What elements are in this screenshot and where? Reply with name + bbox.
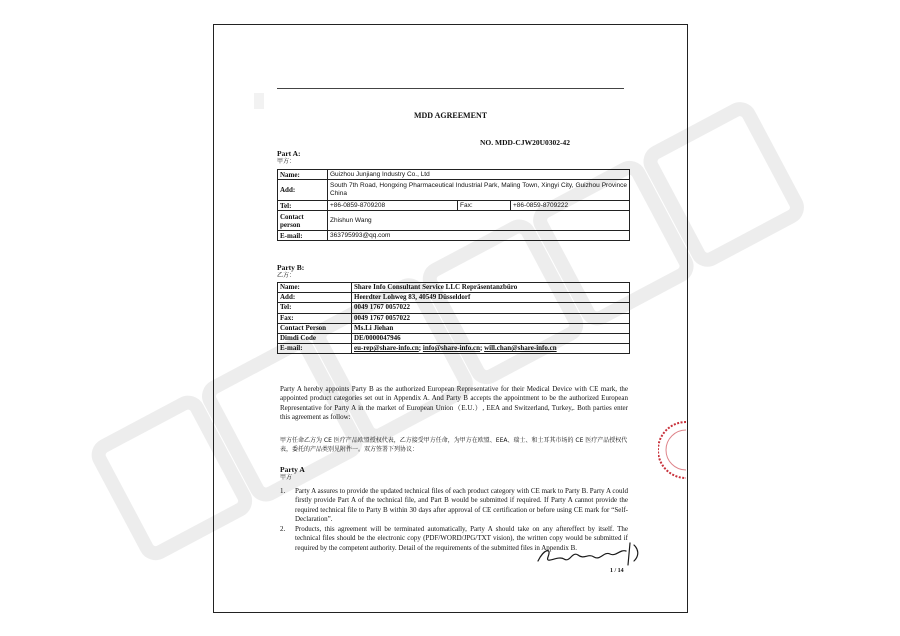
company-stamp xyxy=(658,420,688,480)
email-link[interactable]: will.chan@share-info.cn xyxy=(484,344,557,353)
table-row xyxy=(278,180,630,201)
appointment-paragraph-cn: 甲方任命乙方为 CE 医疗产品欧盟授权代表，乙方接受甲方任命，为甲方在欧盟、EEA、瑞士、和土耳其市场的 CE 医疗产品授权代表，委托的产品类别见附件一。双方签署下列协议： xyxy=(280,437,628,454)
party-b-tel: 0049 1767 0057022 xyxy=(352,303,630,313)
party-a-name: Guizhou Junjiang Industry Co., Ltd xyxy=(328,170,630,180)
label-dimdi: Dimdi Code xyxy=(278,334,352,344)
signature-image xyxy=(534,539,644,567)
label-tel: Tel: xyxy=(278,201,328,211)
party-a-tel: +86-0859-8709208 xyxy=(328,201,458,211)
document-page xyxy=(213,24,688,613)
party-b-dimdi: DE/0000047946 xyxy=(352,334,630,344)
party-b-address: Heerdter Lohweg 83, 40549 Düsseldorf xyxy=(352,293,630,303)
table-row xyxy=(278,303,630,313)
label-email: E-mail: xyxy=(278,231,328,241)
agreement-title: MDD AGREEMENT xyxy=(413,111,488,120)
list-item-number: 2. xyxy=(280,525,286,534)
party-b-fax: 0049 1767 0057022 xyxy=(352,313,630,323)
list-item-text: Party A assures to provide the updated technical files of each product category with CE mark to Party B. Party A could firstly provide Part A of the technical file, and Part B would be submitted if required. If Party A cannot provide the required technical file to Party B within 30 days after approval of CE certification or before using CE mark for “Self-Declaration”. xyxy=(295,487,628,523)
party-b-contact: Ms.Li Jiehan xyxy=(352,323,630,333)
party-a-heading-cn: 甲方： xyxy=(277,158,296,165)
table-row xyxy=(278,231,630,241)
party-a-heading-block xyxy=(277,149,301,166)
header-rule xyxy=(277,88,624,89)
party-a-fax: +86-0859-8709222 xyxy=(511,201,630,211)
agreement-number: NO. MDD-CJW20U0302-42 xyxy=(480,138,570,147)
email-link[interactable]: info@share-info.cn xyxy=(422,344,481,353)
table-row xyxy=(278,323,630,333)
table-row xyxy=(278,334,630,344)
scan-smudge xyxy=(254,93,264,109)
party-a-table xyxy=(277,169,630,241)
list-item xyxy=(280,487,628,524)
label-address: Add: xyxy=(278,293,352,303)
appointment-paragraph: Party A hereby appoints Party B as the authorized European Representative for their Medical Device with CE mark, the appointed product categories set out in Appendix A. And Party B accepts the appointment to be the authorized European Representative for Party A in the market of European Union（E.U.）, EEA and Switzerland, Turkey,. Both parties enter this agreement as follow: xyxy=(280,385,628,421)
list-item-number: 1. xyxy=(280,487,286,495)
table-row xyxy=(278,293,630,303)
table-row xyxy=(278,283,630,293)
party-b-heading-cn: 乙方： xyxy=(277,272,296,279)
party-b-emails: eu-rep@share-info.cn; info@share-info.cn; will.chan@share-info.cn xyxy=(352,344,630,354)
party-a-contact: Zhishun Wang xyxy=(328,211,630,231)
party-b-table xyxy=(277,282,630,354)
party-b-name: Share Info Consultant Service LLC Repräsentanzbüro xyxy=(352,283,630,293)
label-contact: Contact Person xyxy=(278,323,352,333)
party-b-heading: Party B: xyxy=(277,263,305,272)
section-heading-cn: 甲方 xyxy=(280,474,293,481)
label-name: Name: xyxy=(278,170,328,180)
table-row xyxy=(278,170,630,180)
section-heading: Party A xyxy=(280,465,305,474)
party-b-heading-block xyxy=(277,263,304,280)
label-fax: Fax: xyxy=(278,313,352,323)
list-item-text: Products, this agreement will be terminated automatically, Party A should take on any aftereffect by itself. The technical files should be the electronic copy (PDF/WORD/JPG/TXT vision), the written copy would be submitted if required by the competent authority. Detail of the requirements of the submitted files in Appendix B. xyxy=(295,525,628,552)
party-a-heading: Part A: xyxy=(277,149,301,158)
party-a-address: South 7th Road, Hongxing Pharmaceutical Industrial Park, Maling Town, Xingyi City, Guizhou Province China xyxy=(328,180,630,201)
label-tel: Tel: xyxy=(278,303,352,313)
table-row xyxy=(278,211,630,231)
label-email: E-mail: xyxy=(278,344,352,354)
table-row xyxy=(278,201,630,211)
label-fax: Fax: xyxy=(458,201,511,211)
label-name: Name: xyxy=(278,283,352,293)
email-link[interactable]: eu-rep@share-info.cn xyxy=(354,344,419,353)
party-a-email: 363795993@qq.com xyxy=(328,231,630,241)
table-row xyxy=(278,344,630,354)
table-row xyxy=(278,313,630,323)
label-address: Add: xyxy=(278,180,328,201)
page-number: 1 / 14 xyxy=(610,568,624,574)
party-a-section xyxy=(280,465,305,482)
label-contact: Contact person xyxy=(278,211,328,231)
